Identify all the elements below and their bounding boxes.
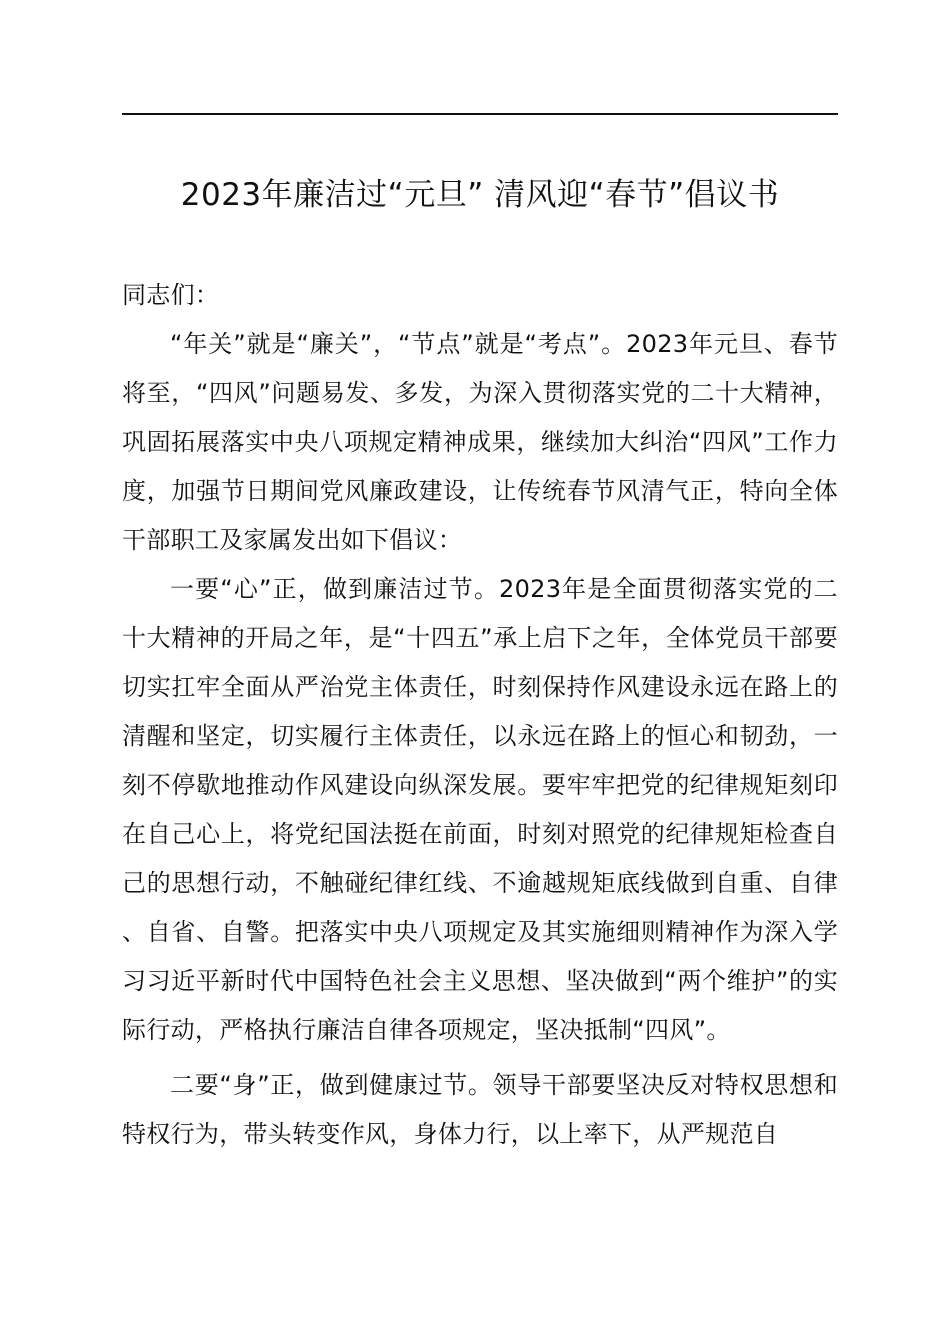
paragraph-intro: “年关”就是“廉关”，“节点”就是“考点”。2023年元旦、春节将至，“四风”问题易发、多发，为深入贯彻落实党的二十大精神，巩固拓展落实中央八项规定精神成果，继续加大纠治“四风”工作力度，加强节日期间党风廉政建设，让传统春节风清气正，特向全体干部职工及家属发出如下倡议：	[122, 330, 838, 554]
document-body	[122, 271, 838, 1159]
salutation: 同志们：	[122, 281, 220, 309]
paragraph-point-two: 二要“身”正，做到健康过节。领导干部要坚决反对特权思想和特权行为，带头转变作风，身体力行，以上率下，从严规范自	[122, 1071, 838, 1148]
document-title: 2023年廉洁过“元旦” 清风迎“春节”倡议书	[180, 177, 780, 213]
header-rule	[122, 113, 838, 115]
paragraph-point-one: 一要“心”正，做到廉洁过节。2023年是全面贯彻落实党的二十大精神的开局之年，是“十四五”承上启下之年，全体党员干部要切实扛牢全面从严治党主体责任，时刻保持作风建设永远在路上的清醒和坚定，切实履行主体责任，以永远在路上的恒心和韧劲，一刻不停歇地推动作风建设向纵深发展。要牢牢把党的纪律规矩刻印在自己心上，将党纪国法挺在前面，时刻对照党的纪律规矩检查自己的思想行动，不触碰纪律红线、不逾越规矩底线做到自重、自律、自省、自警。把落实中央八项规定及其实施细则精神作为深入学习习近平新时代中国特色社会主义思想、坚决做到“两个维护”的实际行动，严格执行廉洁自律各项规定，坚决抵制“四风”。	[122, 575, 838, 1044]
